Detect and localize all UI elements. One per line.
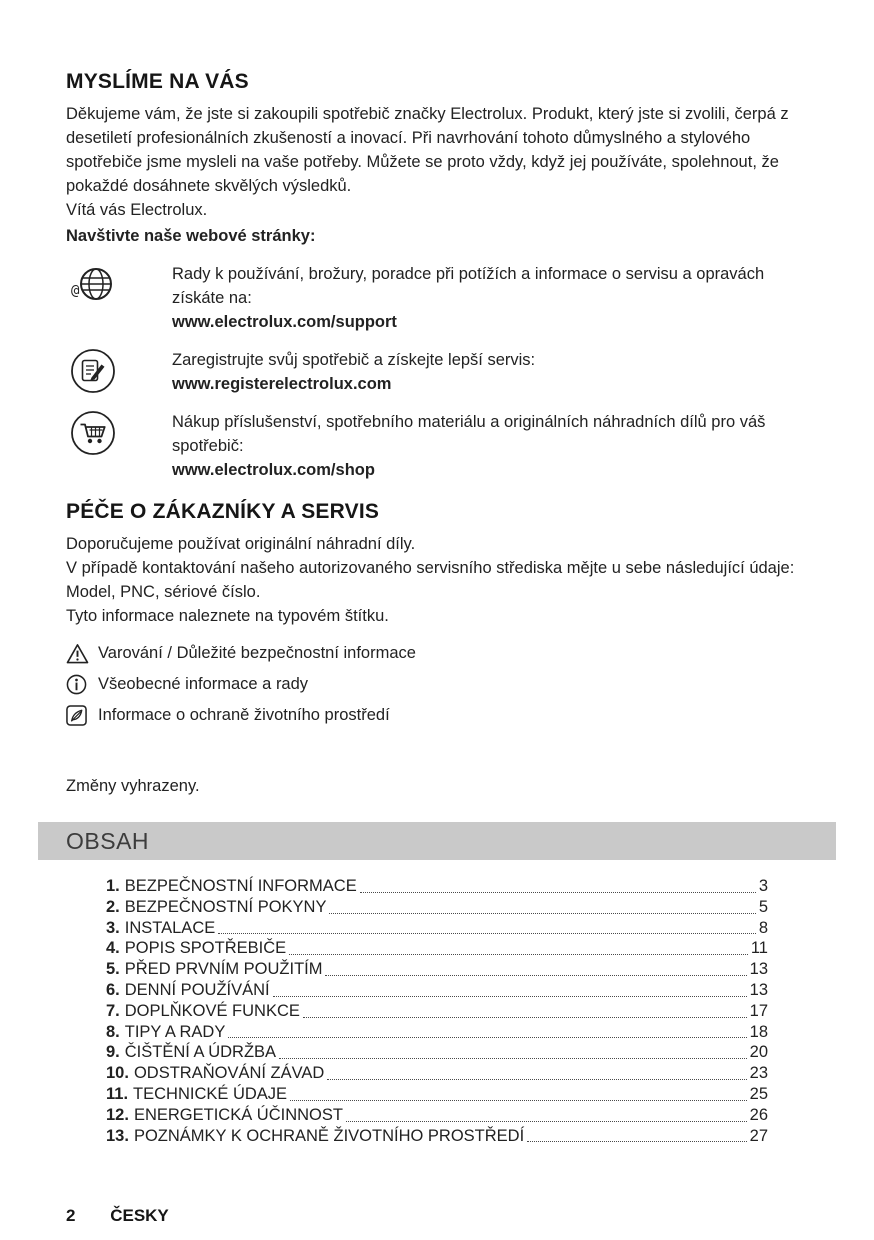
register-link-row [66,348,808,396]
toc-item [106,1022,768,1043]
toc-leader-dots [218,933,756,934]
toc-item-number: 7. [106,1001,120,1020]
toc-item [106,1126,768,1147]
toc-leader-dots [228,1037,746,1038]
toc-item-page: 3 [758,877,768,895]
toc-item-label: POZNÁMKY K OCHRANĚ ŽIVOTNÍHO PROSTŘEDÍ [133,1126,525,1145]
toc-item-page: 27 [749,1126,768,1145]
symbol-legend [66,642,808,727]
toc-leader-dots [290,1100,747,1101]
toc-item [106,1063,768,1084]
toc-item-page: 8 [758,918,768,937]
intro-paragraph: Děkujeme vám, že jste si zakoupili spotřebič značky Electrolux. Produkt, který jste si zvolili, čerpá z desetiletí profesionálních zkušeností a inovací. Při navrhování tohoto důmyslného a stylového spotřebiče jsme mysleli na vaše potřeby. Můžete se proto vždy, když jej používáte, spolehnout, že pokaždé dosáhnete skvělých výsledků. [66,105,789,195]
legend-environment-row [66,704,808,727]
toc-item-page: 17 [749,1001,768,1020]
service-line1: Doporučujeme používat originální náhradní díly. [66,535,416,553]
toc-title: OBSAH [66,827,150,854]
toc-item-label: BEZPEČNOSTNÍ INFORMACE [124,877,357,895]
toc-leader-dots [527,1141,746,1142]
toc-item [106,918,768,939]
footer-page-number: 2 [66,1206,76,1225]
environment-icon [66,705,90,727]
cart-icon [70,410,116,456]
subject-to-change-note: Změny vyhrazeny. [66,777,200,795]
toc-item-number: 9. [106,1043,120,1062]
info-icon [66,674,90,696]
toc-item-number: 6. [106,980,120,999]
toc-item [106,897,768,918]
legend-info-row [66,673,808,696]
visit-websites-label: Navštivte naše webové stránky: [66,227,316,245]
toc-item-number: 1. [106,877,120,895]
toc-item-label: DOPLŇKOVÉ FUNKCE [124,1001,300,1020]
toc-item-number: 8. [106,1022,120,1041]
toc-leader-dots [327,1079,746,1080]
intro-welcome: Vítá vás Electrolux. [66,201,208,219]
register-icon [70,348,116,394]
register-url: www.registerelectrolux.com [172,375,392,393]
warning-icon [66,643,90,665]
toc-item-page: 13 [749,980,768,999]
toc-item-label: INSTALACE [124,918,216,937]
toc-item [106,1084,768,1105]
legend-info-text: Všeobecné informace a rady [98,675,309,693]
toc-item-label: PŘED PRVNÍM POUŽITÍM [124,960,323,979]
intro-title: MYSLÍME NA VÁS [66,70,249,93]
toc-item-label: ODSTRAŇOVÁNÍ ZÁVAD [133,1064,325,1083]
toc-item [106,1042,768,1063]
legend-warning-row [66,642,808,665]
toc-item [106,1001,768,1022]
legend-environment-text: Informace o ochraně životního prostředí [98,706,390,724]
service-title: PÉČE O ZÁKAZNÍKY A SERVIS [66,500,380,523]
toc-item-label: TECHNICKÉ ÚDAJE [133,1084,288,1103]
toc-leader-dots [289,954,748,955]
toc-leader-dots [273,996,747,997]
support-link-row [66,262,808,334]
toc-item-page: 11 [750,939,768,958]
toc-item [106,938,768,959]
toc-item-label: TIPY A RADY [124,1022,226,1041]
toc-item-page: 13 [749,960,768,979]
toc-item-number: 3. [106,918,120,937]
toc-item-label: BEZPEČNOSTNÍ POKYNY [124,897,327,916]
shop-text: Nákup příslušenství, spotřebního materiálu a originálních náhradních dílů pro váš spotřebič: [172,413,766,455]
toc-item-label: ČIŠTĚNÍ A ÚDRŽBA [124,1043,277,1062]
footer-language: ČESKY [110,1206,169,1225]
toc-item [106,959,768,980]
toc-leader-dots [329,913,755,914]
toc-item-page: 18 [749,1022,768,1041]
service-block [66,532,808,628]
toc-item-number: 13. [106,1126,129,1145]
page-footer [66,1206,169,1226]
svg-text:@: @ [71,283,80,299]
toc-leader-dots [346,1121,747,1122]
toc-item-page: 25 [749,1084,768,1103]
toc-item-number: 12. [106,1105,129,1124]
toc-leader-dots [279,1058,747,1059]
service-line2: V případě kontaktování našeho autorizovaného servisního střediska mějte u sebe následující údaje: Model, PNC, sériové číslo. [66,559,795,601]
toc-item [106,1105,768,1126]
shop-url: www.electrolux.com/shop [172,461,375,479]
toc-leader-dots [303,1017,747,1018]
legend-warning-text: Varování / Důležité bezpečnostní informace [98,644,416,662]
toc-item-page: 20 [749,1043,768,1062]
toc-item-number: 2. [106,897,120,916]
toc-item-page: 26 [749,1105,768,1124]
toc-header-band [38,822,836,860]
shop-link-row [66,410,808,482]
toc-item-label: POPIS SPOTŘEBIČE [124,939,287,958]
globe-icon [70,262,116,308]
toc-item [106,980,768,1001]
register-text: Zaregistrujte svůj spotřebič a získejte lepší servis: [172,351,536,369]
toc-item-number: 11. [106,1084,129,1103]
toc-item-page: 5 [758,897,768,916]
toc-leader-dots [325,975,746,976]
toc-item-number: 5. [106,960,120,979]
toc-item-label: DENNÍ POUŽÍVÁNÍ [124,980,270,999]
toc-item [106,876,768,897]
toc-leader-dots [360,892,756,893]
support-text: Rady k používání, brožury, poradce při potížích a informace o servisu a opravách získáte na: [172,265,765,307]
table-of-contents [106,876,768,1146]
toc-item-number: 10. [106,1064,129,1083]
toc-item-number: 4. [106,939,120,958]
service-line3: Tyto informace naleznete na typovém štítku. [66,607,389,625]
support-url: www.electrolux.com/support [172,313,397,331]
toc-item-page: 23 [749,1064,768,1083]
toc-item-label: ENERGETICKÁ ÚČINNOST [133,1105,343,1124]
